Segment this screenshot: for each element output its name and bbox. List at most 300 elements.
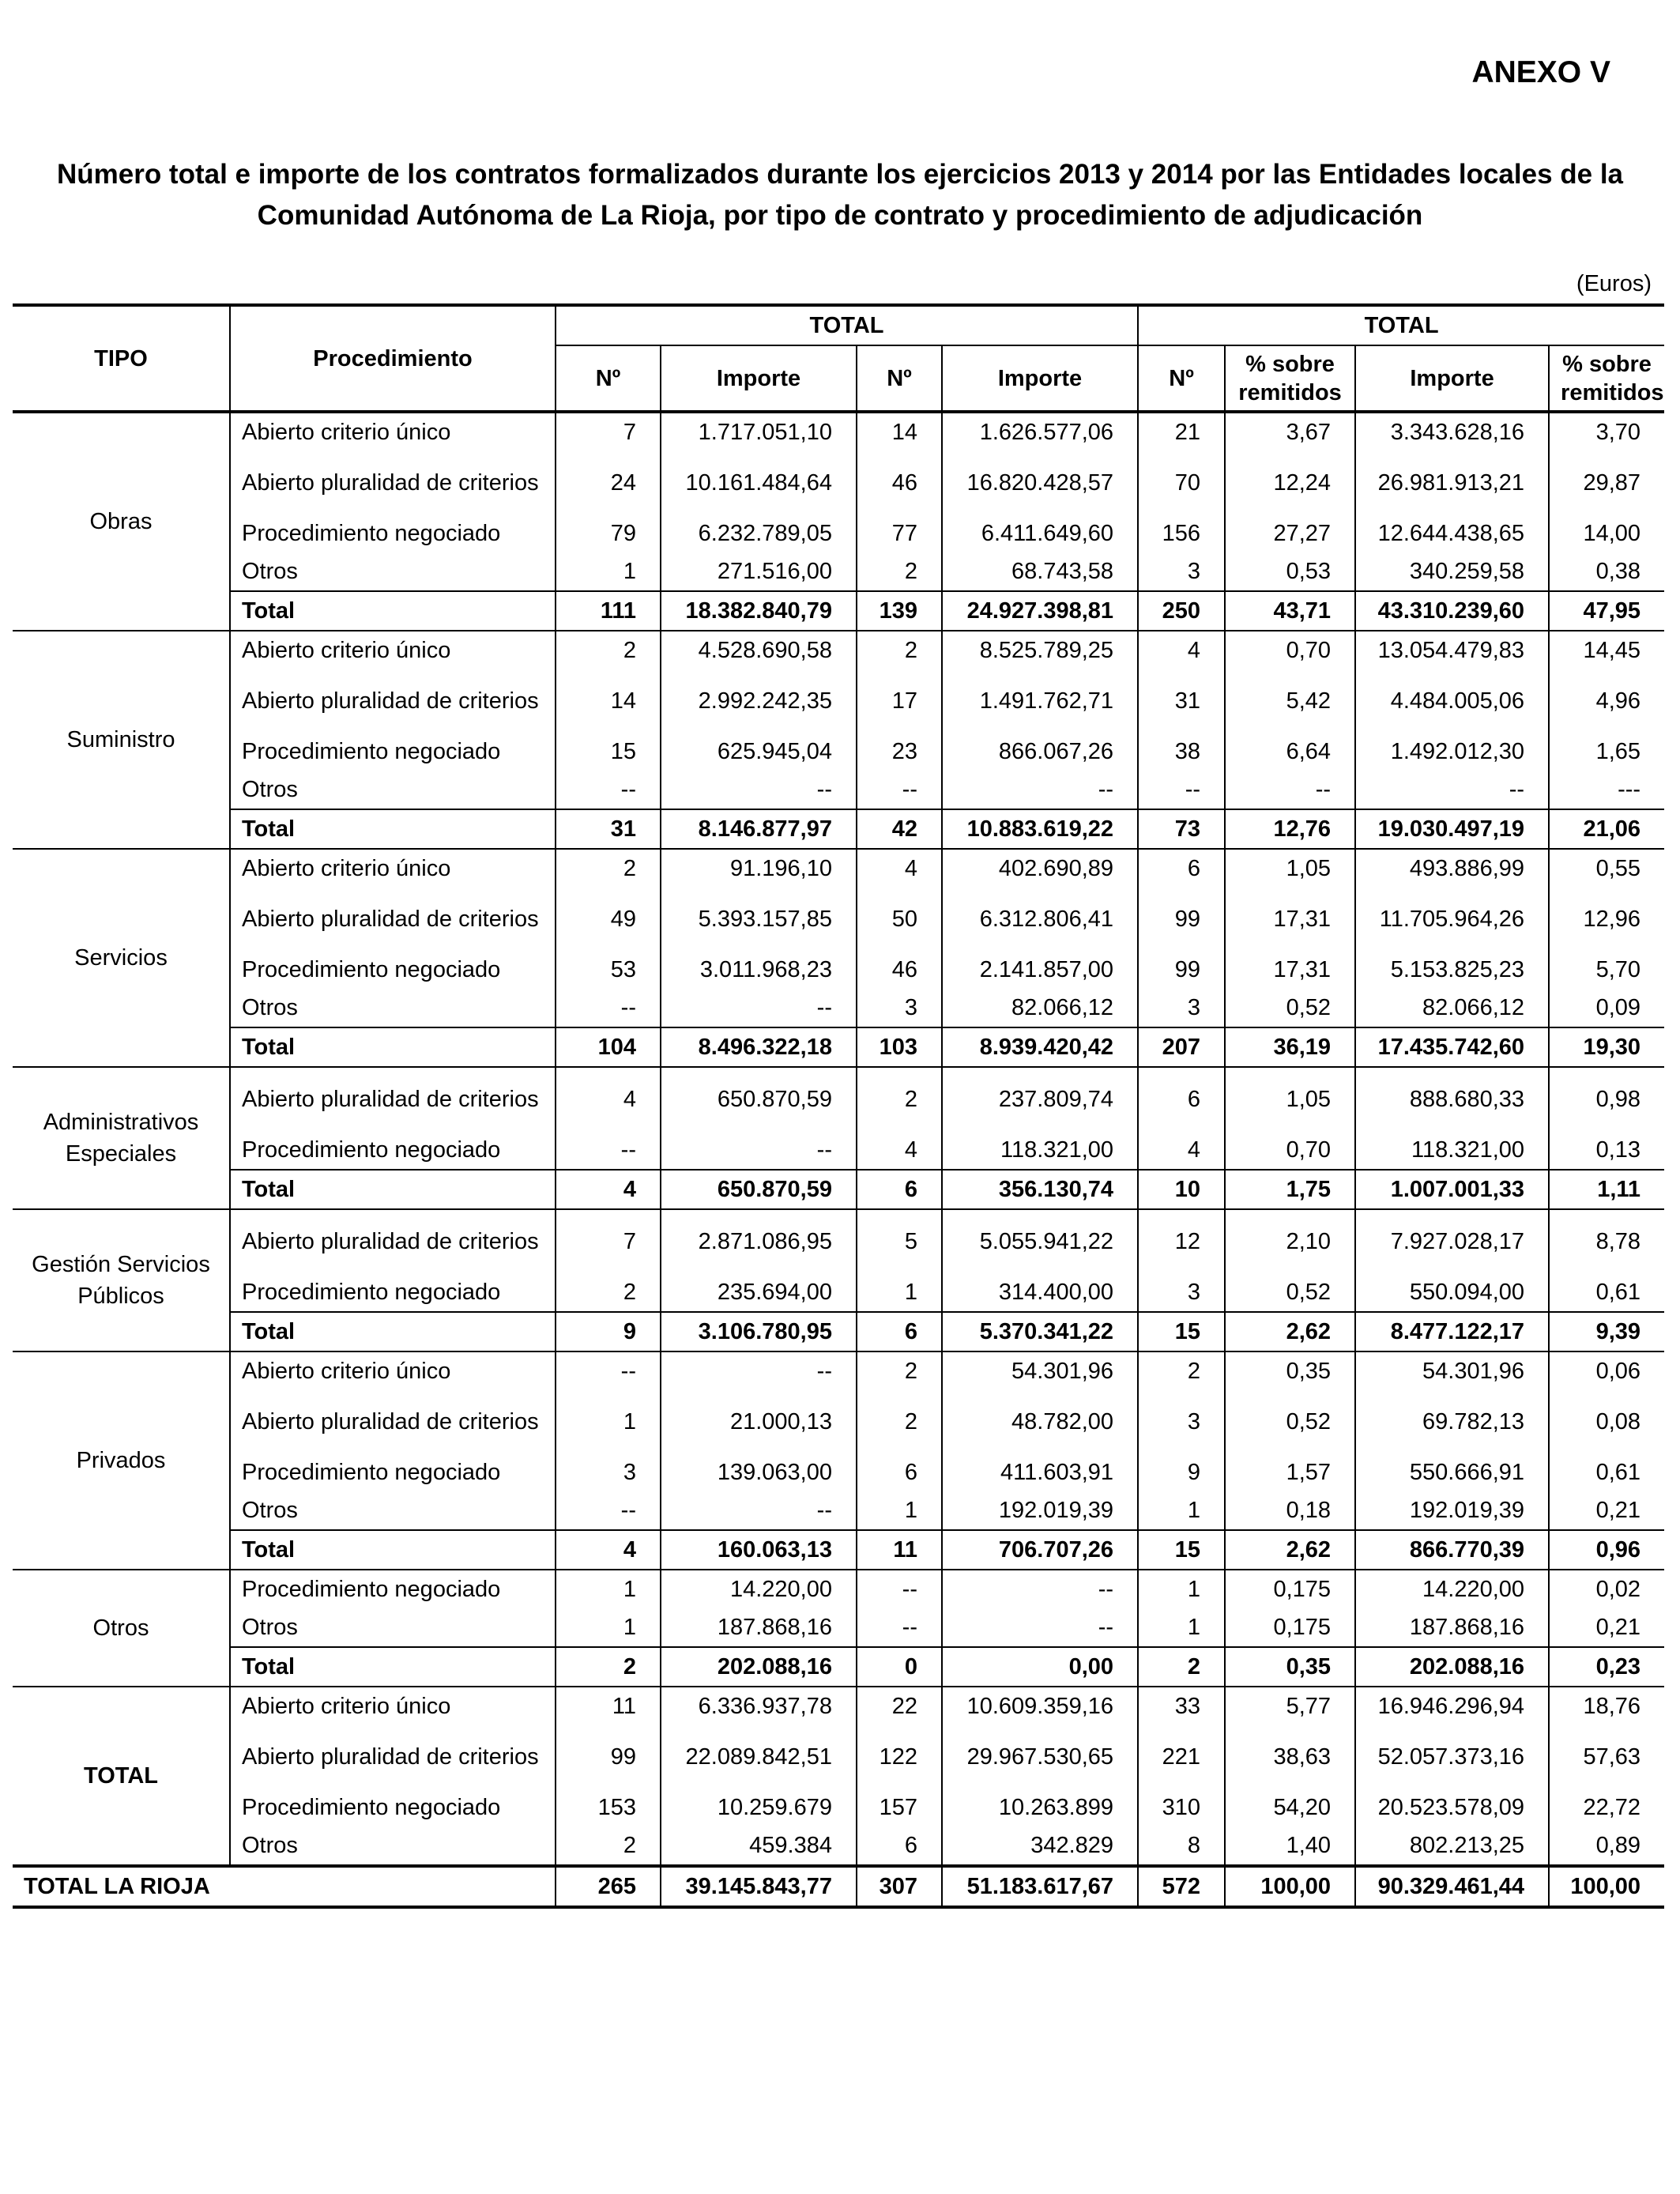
n-total-total-cell: 15 (1138, 1312, 1225, 1351)
annex-label: ANEXO V (1471, 55, 1610, 89)
importe-total-cell: 3.343.628,16 (1355, 412, 1549, 451)
importe-2014-total-cell: 5.370.341,22 (942, 1312, 1138, 1351)
n-2013-cell: -- (556, 1131, 661, 1170)
importe-total-cell: 26.981.913,21 (1355, 451, 1549, 515)
pct-remitidos-total-cell: 2,62 (1225, 1312, 1355, 1351)
table-row (13, 1725, 1664, 1789)
n-2014-cell: 22 (857, 1687, 942, 1725)
importe-2013-cell: -- (661, 771, 857, 809)
header-importe-1: Importe (661, 345, 857, 412)
tipo-cell: Privados (13, 1351, 230, 1570)
n-2013-cell: 15 (556, 733, 661, 771)
procedure-cell: Otros (230, 989, 556, 1027)
pct-importe-remitidos-total-cell: 9,39 (1549, 1312, 1664, 1351)
table-body (13, 412, 1664, 1907)
importe-2014-cell: 192.019,39 (942, 1491, 1138, 1530)
importe-total-total-cell: 1.007.001,33 (1355, 1170, 1549, 1209)
n-total-cell: 4 (1138, 631, 1225, 669)
pct-importe-remitidos-cell: 8,78 (1549, 1209, 1664, 1273)
pct-remitidos-cell: -- (1225, 771, 1355, 809)
importe-2013-total-cell: 650.870,59 (661, 1170, 857, 1209)
n-2013-cell: 7 (556, 412, 661, 451)
n-total-cell: 99 (1138, 951, 1225, 989)
pct-remitidos-total-cell: 12,76 (1225, 809, 1355, 849)
n-total-cell: 38 (1138, 733, 1225, 771)
n-2013-cell: 49 (556, 888, 661, 951)
table-row (13, 989, 1664, 1027)
table-row (13, 849, 1664, 888)
n-total-total-cell: 10 (1138, 1170, 1225, 1209)
pct-remitidos-total-cell: 0,35 (1225, 1647, 1355, 1687)
n-2013-total-cell: 2 (556, 1647, 661, 1687)
n-2014-cell: 1 (857, 1273, 942, 1312)
n-2013-grand-cell: 265 (556, 1866, 661, 1907)
tipo-cell: Obras (89, 509, 153, 534)
total-row (13, 1312, 1664, 1351)
n-total-cell: 99 (1138, 888, 1225, 951)
n-total-cell: 3 (1138, 552, 1225, 591)
pct-importe-remitidos-cell: 0,21 (1549, 1491, 1664, 1530)
n-2013-cell: 2 (556, 1826, 661, 1866)
n-total-cell: 4 (1138, 1131, 1225, 1170)
n-2013-total-cell: 104 (556, 1027, 661, 1067)
importe-2014-cell: 6.411.649,60 (942, 515, 1138, 552)
tipo-cell: Administrativos Especiales (13, 1067, 230, 1209)
importe-2013-cell: 271.516,00 (661, 552, 857, 591)
n-2013-cell: 99 (556, 1725, 661, 1789)
pct-importe-remitidos-cell: 0,61 (1549, 1453, 1664, 1491)
importe-total-cell: 493.886,99 (1355, 849, 1549, 888)
n-2014-cell: 23 (857, 733, 942, 771)
table-row (13, 1687, 1664, 1725)
pct-remitidos-total-cell: 2,62 (1225, 1530, 1355, 1570)
pct-remitidos-cell: 0,175 (1225, 1608, 1355, 1647)
n-total-cell: 31 (1138, 669, 1225, 733)
procedure-cell: Abierto criterio único (230, 849, 556, 888)
pct-remitidos-cell: 0,70 (1225, 631, 1355, 669)
n-2013-cell: 1 (556, 1608, 661, 1647)
n-2014-cell: 5 (857, 1209, 942, 1273)
importe-2013-cell: 2.871.086,95 (661, 1209, 857, 1273)
importe-2014-grand-cell: 51.183.617,67 (942, 1866, 1138, 1907)
table-row (13, 1570, 1664, 1608)
table-row (13, 888, 1664, 951)
pct-importe-remitidos-cell: 0,08 (1549, 1390, 1664, 1453)
importe-total-cell: 550.666,91 (1355, 1453, 1549, 1491)
table-row (13, 771, 1664, 809)
n-total-cell: 1 (1138, 1491, 1225, 1530)
n-total-cell: 9 (1138, 1453, 1225, 1491)
n-total-cell: 3 (1138, 1390, 1225, 1453)
pct-remitidos-cell: 2,10 (1225, 1209, 1355, 1273)
n-2013-cell: 11 (556, 1687, 661, 1725)
importe-2013-cell: 6.232.789,05 (661, 515, 857, 552)
n-total-grand-cell: 572 (1138, 1866, 1225, 1907)
importe-total-cell: 550.094,00 (1355, 1273, 1549, 1312)
procedure-cell: Procedimiento negociado (230, 515, 556, 552)
pct-importe-remitidos-cell: 0,13 (1549, 1131, 1664, 1170)
n-total-cell: 3 (1138, 989, 1225, 1027)
table-row (13, 451, 1664, 515)
pct-importe-remitidos-total-cell: 21,06 (1549, 809, 1664, 849)
table-row (13, 1390, 1664, 1453)
n-2013-total-cell: 9 (556, 1312, 661, 1351)
pct-remitidos-cell: 1,05 (1225, 849, 1355, 888)
procedure-cell: Otros (230, 552, 556, 591)
pct-remitidos-total-cell: 36,19 (1225, 1027, 1355, 1067)
pct-importe-remitidos-cell: 0,09 (1549, 989, 1664, 1027)
importe-total-grand-cell: 90.329.461,44 (1355, 1866, 1549, 1907)
n-2014-cell: 157 (857, 1789, 942, 1826)
title-line-2: Comunidad Autónoma de La Rioja, por tipo de contrato y procedimiento de adjudicación (257, 200, 1423, 231)
pct-importe-remitidos-cell: 29,87 (1549, 451, 1664, 515)
pct-importe-remitidos-cell: 0,55 (1549, 849, 1664, 888)
importe-total-cell: -- (1355, 771, 1549, 809)
total-row (13, 1647, 1664, 1687)
pct-importe-remitidos-cell: 14,45 (1549, 631, 1664, 669)
n-total-cell: 70 (1138, 451, 1225, 515)
table-row (13, 951, 1664, 989)
pct-remitidos-cell: 0,18 (1225, 1491, 1355, 1530)
n-total-cell: -- (1138, 771, 1225, 809)
importe-2013-total-cell: 3.106.780,95 (661, 1312, 857, 1351)
importe-2013-total-cell: 8.146.877,97 (661, 809, 857, 849)
importe-2013-cell: 139.063,00 (661, 1453, 857, 1491)
pct-remitidos-cell: 0,52 (1225, 1390, 1355, 1453)
n-2013-cell: 53 (556, 951, 661, 989)
importe-2014-cell: 8.525.789,25 (942, 631, 1138, 669)
importe-2013-cell: 5.393.157,85 (661, 888, 857, 951)
page-title (55, 154, 1625, 236)
importe-2013-total-cell: 160.063,13 (661, 1530, 857, 1570)
importe-2013-grand-cell: 39.145.843,77 (661, 1866, 857, 1907)
procedure-cell: Procedimiento negociado (230, 951, 556, 989)
importe-total-cell: 802.213,25 (1355, 1826, 1549, 1866)
importe-2014-total-cell: 706.707,26 (942, 1530, 1138, 1570)
n-total-cell: 33 (1138, 1687, 1225, 1725)
table-row (13, 1826, 1664, 1866)
importe-2014-cell: 402.690,89 (942, 849, 1138, 888)
table-row (13, 1209, 1664, 1273)
table-row (13, 1608, 1664, 1647)
n-2014-total-cell: 103 (857, 1027, 942, 1067)
n-2014-total-cell: 0 (857, 1647, 942, 1687)
pct-importe-remitidos-cell: 0,89 (1549, 1826, 1664, 1866)
n-2013-cell: 24 (556, 451, 661, 515)
procedure-cell: Procedimiento negociado (230, 1273, 556, 1312)
n-total-cell: 21 (1138, 412, 1225, 451)
procedure-cell: Abierto pluralidad de criterios (230, 1209, 556, 1273)
pct-remitidos-cell: 0,70 (1225, 1131, 1355, 1170)
pct-remitidos-cell: 17,31 (1225, 951, 1355, 989)
importe-2014-cell: 1.491.762,71 (942, 669, 1138, 733)
importe-2014-cell: -- (942, 771, 1138, 809)
pct-importe-remitidos-cell: 0,98 (1549, 1067, 1664, 1131)
n-2014-cell: 2 (857, 1351, 942, 1390)
table-row (13, 1453, 1664, 1491)
importe-2014-cell: 16.820.428,57 (942, 451, 1138, 515)
procedure-cell: Abierto pluralidad de criterios (230, 1725, 556, 1789)
pct-importe-remitidos-total-cell: 1,11 (1549, 1170, 1664, 1209)
importe-total-cell: 5.153.825,23 (1355, 951, 1549, 989)
importe-2014-cell: 342.829 (942, 1826, 1138, 1866)
pct-remitidos-cell: 3,67 (1225, 412, 1355, 451)
importe-total-cell: 187.868,16 (1355, 1608, 1549, 1647)
n-total-cell: 3 (1138, 1273, 1225, 1312)
tipo-cell: TOTAL (13, 1687, 230, 1866)
n-total-cell: 1 (1138, 1570, 1225, 1608)
procedure-cell: Abierto criterio único (230, 631, 556, 669)
header-tipo: TIPO (13, 305, 230, 412)
importe-2013-cell: 22.089.842,51 (661, 1725, 857, 1789)
table-row (13, 1351, 1664, 1390)
pct-importe-remitidos-total-cell: 0,23 (1549, 1647, 1664, 1687)
importe-2013-total-cell: 18.382.840,79 (661, 591, 857, 631)
header-importe-3: Importe (1355, 345, 1549, 412)
pct-remitidos-cell: 5,42 (1225, 669, 1355, 733)
pct-importe-remitidos-cell: 18,76 (1549, 1687, 1664, 1725)
table-row (13, 1273, 1664, 1312)
table-row (13, 669, 1664, 733)
importe-2014-total-cell: 0,00 (942, 1647, 1138, 1687)
pct-remitidos-cell: 6,64 (1225, 733, 1355, 771)
n-2013-cell: 1 (556, 1390, 661, 1453)
importe-2014-cell: 29.967.530,65 (942, 1725, 1138, 1789)
importe-total-total-cell: 17.435.742,60 (1355, 1027, 1549, 1067)
importe-total-cell: 12.644.438,65 (1355, 515, 1549, 552)
importe-2013-cell: 1.717.051,10 (661, 412, 857, 451)
importe-2014-cell: 54.301,96 (942, 1351, 1138, 1390)
pct-importe-remitidos-cell: 0,61 (1549, 1273, 1664, 1312)
importe-2013-cell: 625.945,04 (661, 733, 857, 771)
importe-2013-cell: 459.384 (661, 1826, 857, 1866)
pct-importe-remitidos-total-cell: 19,30 (1549, 1027, 1664, 1067)
pct-importe-remitidos-cell: 0,38 (1549, 552, 1664, 591)
n-2014-cell: 4 (857, 849, 942, 888)
importe-2014-total-cell: 10.883.619,22 (942, 809, 1138, 849)
n-2013-total-cell: 111 (556, 591, 661, 631)
procedure-cell: Otros (230, 1491, 556, 1530)
importe-2014-cell: 314.400,00 (942, 1273, 1138, 1312)
n-total-total-cell: 15 (1138, 1530, 1225, 1570)
pct-importe-remitidos-cell: 22,72 (1549, 1789, 1664, 1826)
n-2014-cell: -- (857, 1608, 942, 1647)
procedure-cell: Procedimiento negociado (230, 1570, 556, 1608)
total-label: Total (230, 1647, 556, 1687)
importe-2013-cell: 3.011.968,23 (661, 951, 857, 989)
n-2014-total-cell: 11 (857, 1530, 942, 1570)
n-2014-cell: 2 (857, 552, 942, 591)
importe-total-cell: 13.054.479,83 (1355, 631, 1549, 669)
pct-remitidos-total-cell: 43,71 (1225, 591, 1355, 631)
importe-total-total-cell: 19.030.497,19 (1355, 809, 1549, 849)
pct-importe-remitidos-cell: 57,63 (1549, 1725, 1664, 1789)
importe-2013-cell: 10.259.679 (661, 1789, 857, 1826)
importe-2013-cell: -- (661, 1491, 857, 1530)
n-2013-cell: 1 (556, 552, 661, 591)
table-row (13, 552, 1664, 591)
tipo-cell: Suministro (13, 631, 230, 849)
procedure-cell: Otros (230, 1826, 556, 1866)
n-2013-cell: 2 (556, 1273, 661, 1312)
importe-2014-cell: 1.626.577,06 (942, 412, 1138, 451)
n-2013-cell: 3 (556, 1453, 661, 1491)
n-2014-cell: 50 (857, 888, 942, 951)
header-pct-remitidos-2: % sobre remitidos (1549, 345, 1664, 412)
importe-2014-cell: 48.782,00 (942, 1390, 1138, 1453)
n-2014-cell: 77 (857, 515, 942, 552)
total-row (13, 1027, 1664, 1067)
pct-remitidos-cell: 12,24 (1225, 451, 1355, 515)
pct-remitidos-cell: 0,35 (1225, 1351, 1355, 1390)
pct-remitidos-grand-cell: 100,00 (1225, 1866, 1355, 1907)
pct-importe-remitidos-cell: 14,00 (1549, 515, 1664, 552)
procedure-cell: Abierto criterio único (230, 1687, 556, 1725)
n-total-total-cell: 250 (1138, 591, 1225, 631)
n-2013-cell: 7 (556, 1209, 661, 1273)
importe-2014-cell: 118.321,00 (942, 1131, 1138, 1170)
table-row (13, 1067, 1664, 1131)
importe-total-total-cell: 202.088,16 (1355, 1647, 1549, 1687)
pct-remitidos-cell: 0,52 (1225, 1273, 1355, 1312)
procedure-cell: Abierto pluralidad de criterios (230, 1067, 556, 1131)
n-2014-cell: -- (857, 1570, 942, 1608)
n-2014-cell: 14 (857, 412, 942, 451)
pct-importe-remitidos-total-cell: 0,96 (1549, 1530, 1664, 1570)
tipo-cell: Servicios (13, 849, 230, 1067)
importe-total-cell: 340.259,58 (1355, 552, 1549, 591)
title-line-1: Número total e importe de los contratos formalizados durante los ejercicios 2013 y 2014 por las Entidades locales de la (56, 159, 1624, 190)
procedure-cell: Abierto criterio único (230, 1351, 556, 1390)
n-2014-total-cell: 6 (857, 1170, 942, 1209)
procedure-cell: Otros (230, 771, 556, 809)
pct-importe-remitidos-cell: 4,96 (1549, 669, 1664, 733)
importe-2013-total-cell: 202.088,16 (661, 1647, 857, 1687)
n-2013-total-cell: 4 (556, 1530, 661, 1570)
importe-2014-cell: 10.609.359,16 (942, 1687, 1138, 1725)
n-total-cell: 1 (1138, 1608, 1225, 1647)
n-total-cell: 12 (1138, 1209, 1225, 1273)
importe-2013-cell: 14.220,00 (661, 1570, 857, 1608)
importe-2013-cell: 187.868,16 (661, 1608, 857, 1647)
total-row (13, 809, 1664, 849)
total-label: Total (230, 591, 556, 631)
importe-2013-cell: -- (661, 989, 857, 1027)
n-2014-grand-cell: 307 (857, 1866, 942, 1907)
n-total-cell: 310 (1138, 1789, 1225, 1826)
pct-remitidos-cell: 38,63 (1225, 1725, 1355, 1789)
n-2013-cell: 153 (556, 1789, 661, 1826)
n-total-total-cell: 2 (1138, 1647, 1225, 1687)
table-row (13, 631, 1664, 669)
importe-2014-cell: -- (942, 1608, 1138, 1647)
procedure-cell: Abierto pluralidad de criterios (230, 669, 556, 733)
procedure-cell: Otros (230, 1608, 556, 1647)
importe-2014-total-cell: 356.130,74 (942, 1170, 1138, 1209)
pct-importe-remitidos-cell: 3,70 (1549, 412, 1664, 451)
pct-remitidos-cell: 0,52 (1225, 989, 1355, 1027)
n-total-cell: 6 (1138, 1067, 1225, 1131)
importe-2014-cell: 5.055.941,22 (942, 1209, 1138, 1273)
procedure-cell: Procedimiento negociado (230, 1131, 556, 1170)
importe-total-cell: 7.927.028,17 (1355, 1209, 1549, 1273)
pct-remitidos-cell: 54,20 (1225, 1789, 1355, 1826)
procedure-cell: Abierto criterio único (230, 412, 556, 451)
n-2014-cell: 2 (857, 1390, 942, 1453)
importe-2014-total-cell: 24.927.398,81 (942, 591, 1138, 631)
pct-importe-remitidos-cell: 1,65 (1549, 733, 1664, 771)
importe-2013-cell: 4.528.690,58 (661, 631, 857, 669)
pct-importe-remitidos-cell: --- (1549, 771, 1664, 809)
procedure-cell: Procedimiento negociado (230, 1453, 556, 1491)
n-2013-cell: 14 (556, 669, 661, 733)
total-label: Total (230, 1312, 556, 1351)
contracts-table (13, 303, 1664, 1909)
total-label: Total (230, 1170, 556, 1209)
total-label: Total (230, 1027, 556, 1067)
importe-2013-total-cell: 8.496.322,18 (661, 1027, 857, 1067)
procedure-cell: Abierto pluralidad de criterios (230, 451, 556, 515)
grand-total-label: TOTAL LA RIOJA (13, 1866, 556, 1907)
n-2014-total-cell: 139 (857, 591, 942, 631)
n-2014-cell: 1 (857, 1491, 942, 1530)
n-total-total-cell: 73 (1138, 809, 1225, 849)
importe-2014-total-cell: 8.939.420,42 (942, 1027, 1138, 1067)
total-row (13, 591, 1664, 631)
pct-remitidos-cell: 17,31 (1225, 888, 1355, 951)
total-row (13, 1530, 1664, 1570)
header-pct-remitidos-1: % sobre remitidos (1225, 345, 1355, 412)
importe-2013-cell: -- (661, 1131, 857, 1170)
importe-2013-cell: 21.000,13 (661, 1390, 857, 1453)
table-row (13, 412, 1664, 451)
n-2013-cell: -- (556, 771, 661, 809)
pct-importe-remitidos-cell: 0,02 (1549, 1570, 1664, 1608)
importe-total-cell: 20.523.578,09 (1355, 1789, 1549, 1826)
importe-total-cell: 118.321,00 (1355, 1131, 1549, 1170)
n-total-cell: 156 (1138, 515, 1225, 552)
importe-2014-cell: 6.312.806,41 (942, 888, 1138, 951)
importe-total-cell: 11.705.964,26 (1355, 888, 1549, 951)
importe-total-cell: 1.492.012,30 (1355, 733, 1549, 771)
n-2013-total-cell: 4 (556, 1170, 661, 1209)
total-row (13, 1170, 1664, 1209)
n-2014-cell: 2 (857, 631, 942, 669)
n-2014-total-cell: 42 (857, 809, 942, 849)
pct-remitidos-cell: 1,57 (1225, 1453, 1355, 1491)
importe-total-cell: 4.484.005,06 (1355, 669, 1549, 733)
procedure-cell: Procedimiento negociado (230, 733, 556, 771)
n-2013-cell: -- (556, 989, 661, 1027)
importe-2014-cell: -- (942, 1570, 1138, 1608)
pct-remitidos-cell: 1,40 (1225, 1826, 1355, 1866)
importe-total-total-cell: 8.477.122,17 (1355, 1312, 1549, 1351)
pct-importe-remitidos-grand-cell: 100,00 (1549, 1866, 1664, 1907)
importe-2014-cell: 82.066,12 (942, 989, 1138, 1027)
n-total-cell: 2 (1138, 1351, 1225, 1390)
importe-total-cell: 82.066,12 (1355, 989, 1549, 1027)
importe-total-total-cell: 866.770,39 (1355, 1530, 1549, 1570)
importe-2013-cell: 235.694,00 (661, 1273, 857, 1312)
importe-total-cell: 69.782,13 (1355, 1390, 1549, 1453)
n-2014-cell: 46 (857, 451, 942, 515)
importe-total-cell: 52.057.373,16 (1355, 1725, 1549, 1789)
table-row (13, 1789, 1664, 1826)
pct-remitidos-cell: 1,05 (1225, 1067, 1355, 1131)
table-row (13, 1131, 1664, 1170)
n-2014-cell: 3 (857, 989, 942, 1027)
importe-2013-cell: 2.992.242,35 (661, 669, 857, 733)
